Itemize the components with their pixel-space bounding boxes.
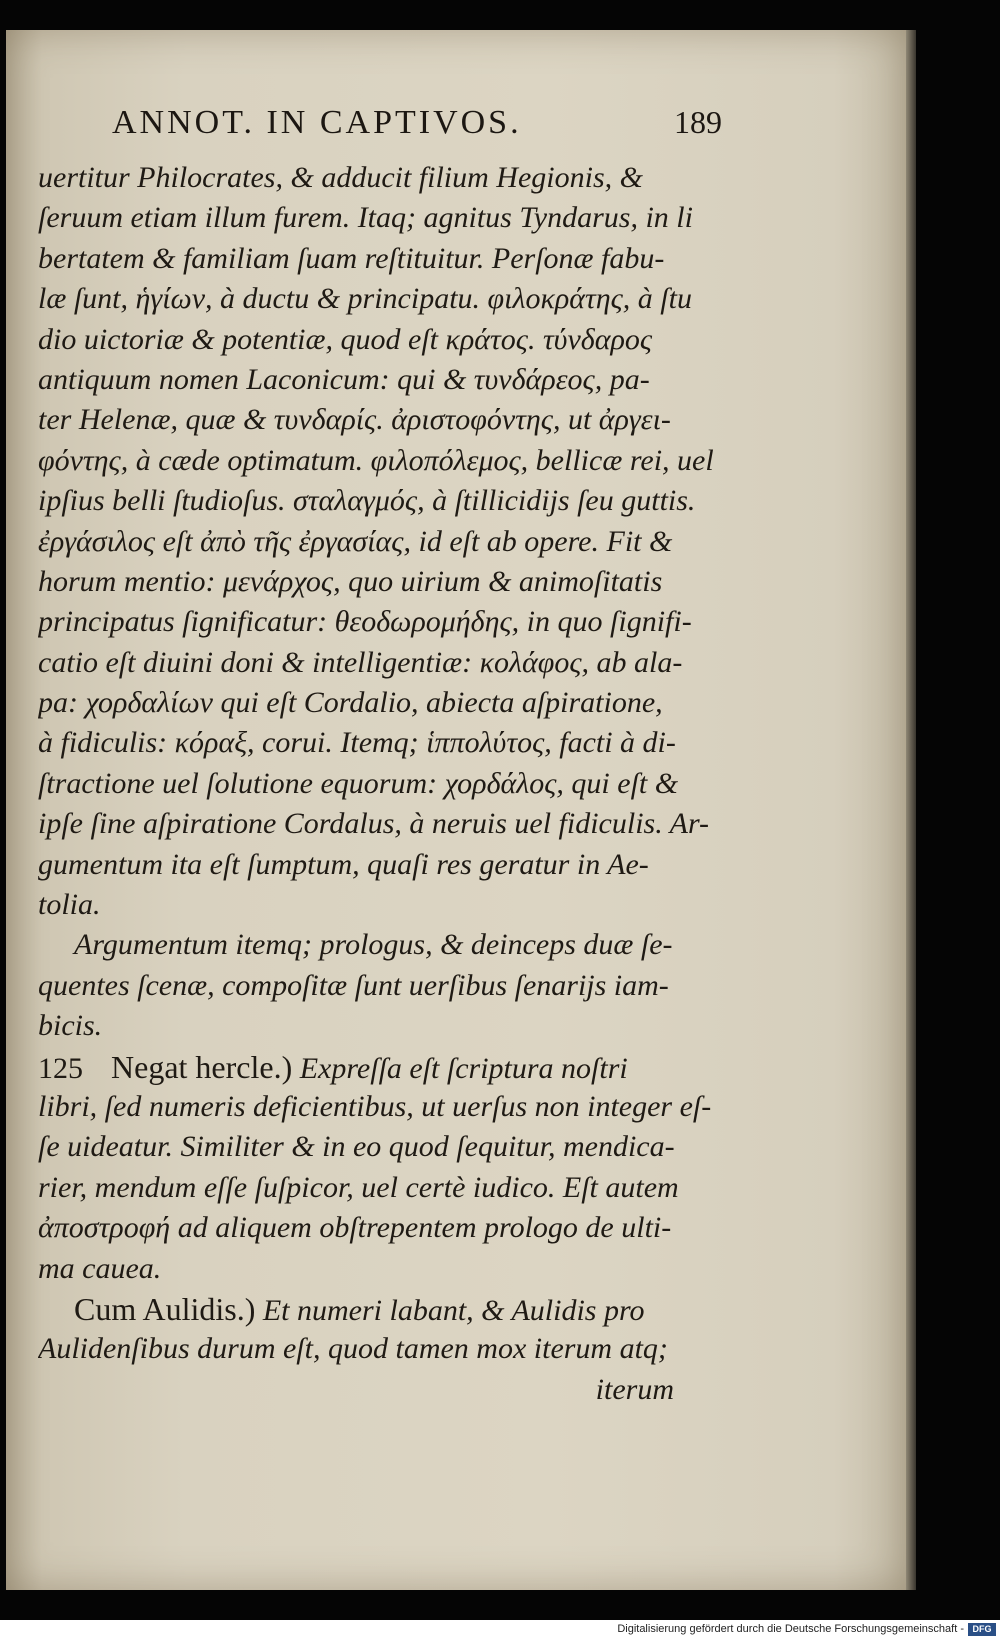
text-line: ſeruum etiam illum furem. Itaq; agnitus Tyndarus, in li	[38, 201, 693, 235]
text-line: ter Helenæ, quæ & τυνδαρίς. ἀριστοφόντης, ut ἀργει-	[38, 403, 671, 437]
note-first-line	[38, 1289, 728, 1329]
text-line: antiquum nomen Laconicum: qui & τυνδάρεος, pa-	[38, 362, 650, 396]
text-line: horum mentio: μενάρχος, quo uirium & animoſitatis	[38, 564, 663, 598]
digitization-footer	[0, 1620, 1000, 1639]
text-line: libri, ſed numeris deficientibus, ut uerſus non integer eſ-	[38, 1089, 712, 1123]
text-line: catio eſt diuini doni & intelligentiæ: κολάφος, ab ala-	[38, 645, 683, 679]
paragraph-argument	[38, 158, 728, 925]
text-line: Aulidenſibus durum eſt, quod tamen mox iterum atq;	[38, 1332, 668, 1366]
text-line: uertitur Philocrates, & adducit filium Hegionis, &	[38, 161, 643, 194]
dfg-logo: DFG	[968, 1623, 996, 1636]
note-text: Expreſſa eſt ſcriptura noſtri	[299, 1051, 628, 1085]
text-line: à fidiculis: κόραξ, corui. Itemq; ἱππολύτος, facti à di-	[38, 726, 676, 760]
note-text: Et numeri labant, & Aulidis pro	[262, 1293, 645, 1327]
text-line: φόντης, à cæde optimatum. φιλοπόλεμος, bellicæ rei, uel	[38, 443, 714, 477]
running-title: ANNOT. IN CAPTIVOS.	[112, 104, 522, 141]
text-line: bicis.	[38, 1009, 103, 1043]
text-line: læ ſunt, ἡγίων, à ductu & principatu. φιλοκράτης, à ſtu	[38, 282, 692, 316]
text-line: ſtractione uel ſolutione equorum: χορδάλος, qui eſt &	[38, 766, 679, 800]
note-125	[38, 1047, 728, 1289]
text-line: ἀποστροφή ad aliquem obſtrepentem prologo de ulti-	[38, 1211, 672, 1245]
line-number: 125	[38, 1051, 83, 1085]
text-line: ipſe ſine aſpiratione Cordalus, à neruis uel fidiculis. Ar-	[38, 807, 710, 841]
paragraph-meter	[38, 925, 728, 1046]
text-line: ἐργάσιλος eſt ἀπὸ τῆς ἐργασίας, id eſt ab opere. Fit &	[38, 524, 673, 558]
lemma: Negat hercle.)	[111, 1048, 293, 1085]
text-line: ſe uideatur. Similiter & in eo quod ſequitur, mendica-	[38, 1130, 675, 1164]
text-line: ipſius belli ſtudioſus. σταλαγμός, à ſtillicidijs ſeu guttis.	[38, 484, 696, 518]
text-line: quentes ſcenæ, compoſitæ ſunt uerſibus ſenarijs iam-	[38, 968, 669, 1002]
page-number: 189	[674, 104, 722, 140]
text-block	[38, 158, 728, 1410]
footer-credit: Digitalisierung gefördert durch die Deutsche Forschungsgemeinschaft -	[617, 1623, 964, 1635]
text-line: tolia.	[38, 888, 101, 922]
note-first-line	[38, 1047, 728, 1087]
lemma: Cum Aulidis.)	[74, 1290, 256, 1327]
note-aulidis	[38, 1289, 728, 1410]
text-line: principatus ſignificatur: θεοδωρομήδης, in quo ſignifi-	[38, 605, 692, 639]
text-line: pa: χορδαλίων qui eſt Cordalio, abiecta aſpiratione,	[38, 686, 663, 720]
page-header	[112, 104, 722, 150]
text-line: gumentum ita eſt ſumptum, quaſi res geratur in Ae-	[38, 847, 649, 881]
text-line: Argumentum itemq; prologus, & deinceps duæ ſe-	[74, 928, 673, 962]
text-line: bertatem & familiam ſuam reſtituitur. Perſonæ fabu-	[38, 241, 665, 275]
catchword: iterum	[595, 1372, 674, 1406]
page-edge	[906, 30, 916, 1590]
text-line: rier, mendum eſſe ſuſpicor, uel certè iudico. Eſt autem	[38, 1170, 679, 1204]
text-line: dio uictoriæ & potentiæ, quod eſt κράτος. τύνδαρος	[38, 322, 653, 356]
text-line: ma cauea.	[38, 1251, 162, 1285]
